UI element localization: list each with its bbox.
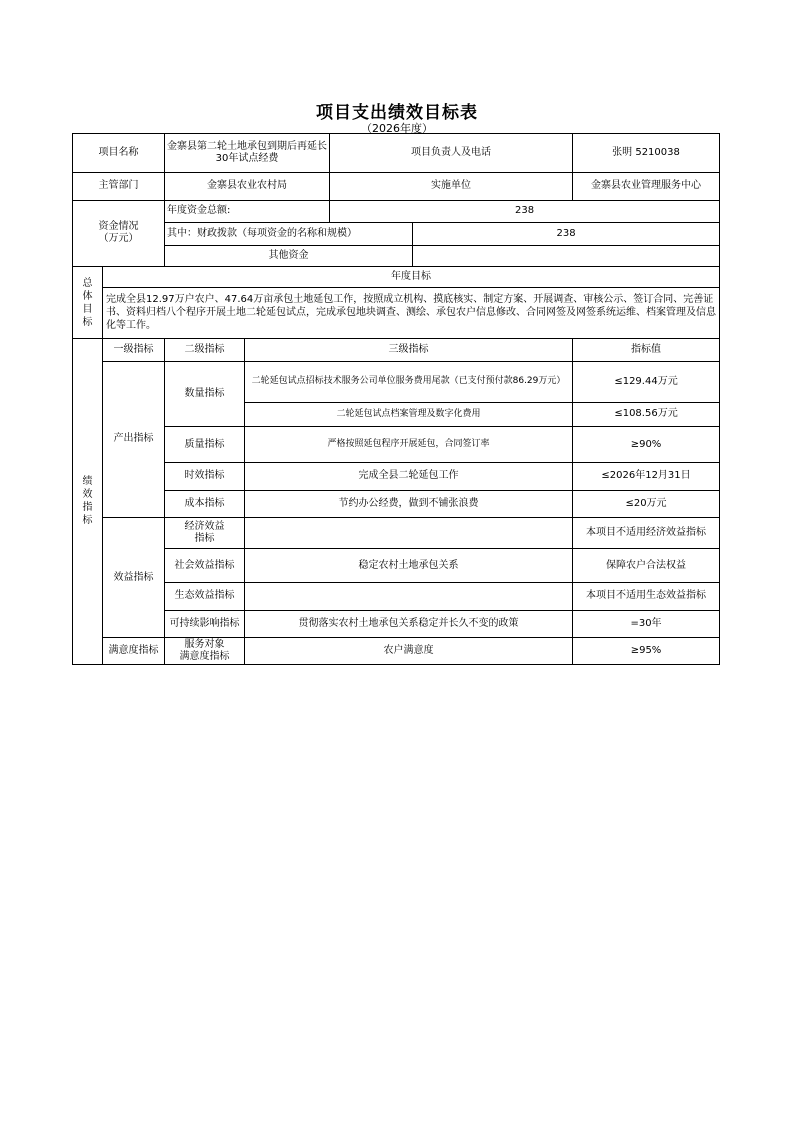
timeliness-indicator-label: 时效指标 xyxy=(165,463,245,491)
cost-indicator: 节约办公经费，做到不铺张浪费 xyxy=(245,490,573,518)
quantity-indicator-2: 二轮延包试点档案管理及数字化费用 xyxy=(245,402,573,427)
sustainable-indicator: 贯彻落实农村土地承包关系稳定并长久不变的政策 xyxy=(245,610,573,638)
quantity-value-2: ≤108.56万元 xyxy=(573,402,720,427)
row-cost xyxy=(73,490,720,518)
benefit-indicators-label: 效益指标 xyxy=(103,518,165,638)
economic-indicator xyxy=(245,518,573,549)
quality-value: ≥90% xyxy=(573,427,720,463)
funds-total: 238 xyxy=(330,200,720,223)
quantity-value-1: ≤129.44万元 xyxy=(573,361,720,402)
department-label: 主管部门 xyxy=(73,172,165,200)
row-quantity-1 xyxy=(73,361,720,402)
quantity-indicator-label: 数量指标 xyxy=(165,361,245,427)
annual-goal-text: 完成全县12.97万户农户、47.64万亩承包土地延包工作，按照成立机构、摸底核实、制定方案、开展调查、审核公示、签订合同、完善证书、资料归档八个程序开展土地二轮延包试点，完成承包地块调查、测绘、承包农户信息修改、合同网签及网签系统运维、档案管理及信息化等工作。 xyxy=(103,287,720,338)
cost-indicator-label: 成本指标 xyxy=(165,490,245,518)
ecological-indicator-label: 生态效益指标 xyxy=(165,582,245,610)
ecological-value: 本项目不适用生态效益指标 xyxy=(573,582,720,610)
row-goal-text xyxy=(73,287,720,338)
header-level3: 三级指标 xyxy=(245,338,573,361)
header-level2: 二级指标 xyxy=(165,338,245,361)
funds-total-label: 年度资金总额: xyxy=(165,200,330,223)
row-sustainable xyxy=(73,610,720,638)
cost-value: ≤20万元 xyxy=(573,490,720,518)
row-social xyxy=(73,549,720,583)
timeliness-value: ≤2026年12月31日 xyxy=(573,463,720,491)
header-value: 指标值 xyxy=(573,338,720,361)
row-satisfaction xyxy=(73,638,720,665)
performance-indicators-label: 绩 效 指 标 xyxy=(73,338,103,664)
social-indicator: 稳定农村土地承包关系 xyxy=(245,549,573,583)
department: 金寨县农业农村局 xyxy=(165,172,330,200)
sustainable-indicator-label: 可持续影响指标 xyxy=(165,610,245,638)
row-indicator-header xyxy=(73,338,720,361)
project-leader: 张明 5210038 xyxy=(573,134,720,173)
economic-value: 本项目不适用经济效益指标 xyxy=(573,518,720,549)
row-funds-other xyxy=(73,245,720,267)
funds-other xyxy=(413,245,720,267)
funds-fiscal-label: 其中：财政拨款（每项资金的名称和规模） xyxy=(165,223,413,246)
service-satisfaction-label: 服务对象 满意度指标 xyxy=(165,638,245,665)
implementing-unit-label: 实施单位 xyxy=(330,172,573,200)
overall-goal-label: 总 体 目 标 xyxy=(73,267,103,339)
row-quality xyxy=(73,427,720,463)
implementing-unit: 金寨县农业管理服务中心 xyxy=(573,172,720,200)
project-name: 金寨县第二轮土地承包到期后再延长30年试点经费 xyxy=(165,134,330,173)
row-funds-fiscal xyxy=(73,223,720,246)
row-project xyxy=(73,134,720,173)
fiscal-year: （2026年度） xyxy=(361,122,433,135)
row-department xyxy=(73,172,720,200)
social-indicator-label: 社会效益指标 xyxy=(165,549,245,583)
project-leader-label: 项目负责人及电话 xyxy=(330,134,573,173)
annual-goal-header: 年度目标 xyxy=(103,267,720,288)
row-economic xyxy=(73,518,720,549)
sustainable-value: =30年 xyxy=(573,610,720,638)
social-value: 保障农户合法权益 xyxy=(573,549,720,583)
timeliness-indicator: 完成全县二轮延包工作 xyxy=(245,463,573,491)
quality-indicator: 严格按照延包程序开展延包，合同签订率 xyxy=(245,427,573,463)
funds-label: 资金情况 （万元） xyxy=(73,200,165,267)
row-ecological xyxy=(73,582,720,610)
service-satisfaction-value: ≥95% xyxy=(573,638,720,665)
header-level1: 一级指标 xyxy=(103,338,165,361)
quantity-indicator-1: 二轮延包试点招标技术服务公司单位服务费用尾款（已支付预付款86.29万元） xyxy=(245,361,573,402)
satisfaction-indicators-label: 满意度指标 xyxy=(103,638,165,665)
page-title: 项目支出绩效目标表 xyxy=(316,103,478,123)
quality-indicator-label: 质量指标 xyxy=(165,427,245,463)
performance-target-table xyxy=(72,133,720,665)
row-timeliness xyxy=(73,463,720,491)
ecological-indicator xyxy=(245,582,573,610)
project-name-label: 项目名称 xyxy=(73,134,165,173)
row-goal-header xyxy=(73,267,720,288)
output-indicators-label: 产出指标 xyxy=(103,361,165,518)
economic-indicator-label: 经济效益 指标 xyxy=(165,518,245,549)
funds-other-label: 其他资金 xyxy=(165,245,413,267)
funds-fiscal: 238 xyxy=(413,223,720,246)
service-satisfaction-indicator: 农户满意度 xyxy=(245,638,573,665)
row-funds-total xyxy=(73,200,720,223)
